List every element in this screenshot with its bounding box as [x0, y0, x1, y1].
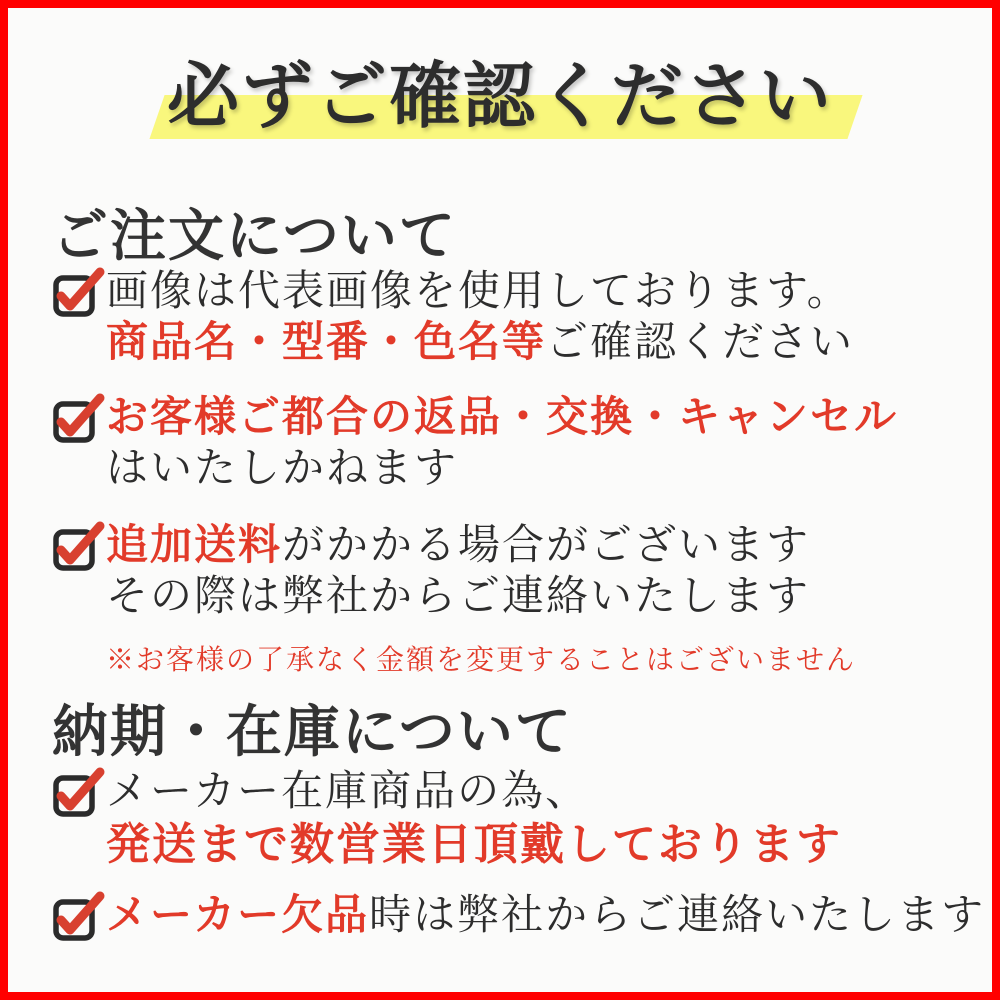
- list-item-representative-image: [52, 270, 982, 366]
- item-text-red: 商品名・型番・色名等: [106, 319, 547, 366]
- item-text-red: お客様ご都合の返品・交換・キャンセル: [106, 395, 899, 441]
- item-text-red: 発送まで数営業日頂戴しております: [106, 819, 842, 869]
- item-text-line: [106, 894, 985, 939]
- page-title: 必ずご確認ください: [166, 57, 833, 137]
- checkbox-checked-icon: [52, 522, 104, 570]
- checkbox-checked-icon: [52, 768, 104, 816]
- checkbox-checked-icon: [52, 394, 104, 442]
- item-note: ※お客様の了承なく金額を変更することはございません: [106, 644, 857, 676]
- checkbox-checked-icon: [52, 268, 104, 316]
- item-text-line: [106, 321, 854, 366]
- item-text-line: はいたしかねます: [106, 445, 459, 492]
- list-item-extra-shipping: [52, 524, 982, 678]
- list-item-returns: [52, 396, 982, 492]
- item-text-line: [106, 524, 856, 569]
- list-item-maker-shortage: [52, 893, 986, 940]
- item-text-rest: がかかる場合がございます: [282, 523, 811, 569]
- checkbox-checked-icon: [52, 892, 104, 940]
- item-text-red: 追加送料: [106, 523, 283, 569]
- item-text-red: メーカー欠品: [106, 893, 370, 939]
- item-text-line: 画像は代表画像を使用しております。: [106, 269, 851, 315]
- section-heading-stock: 納期・在庫について: [52, 702, 573, 764]
- list-item-maker-stock: [52, 770, 982, 868]
- item-text-line: メーカー在庫商品の為、: [106, 769, 590, 815]
- item-text-rest: ご確認ください: [546, 319, 855, 366]
- section-heading-orders: ご注文について: [52, 206, 457, 268]
- item-text-rest: 時は弊社からご連絡いたします: [369, 893, 986, 939]
- item-text-line: その際は弊社からご連絡いたします: [106, 573, 811, 620]
